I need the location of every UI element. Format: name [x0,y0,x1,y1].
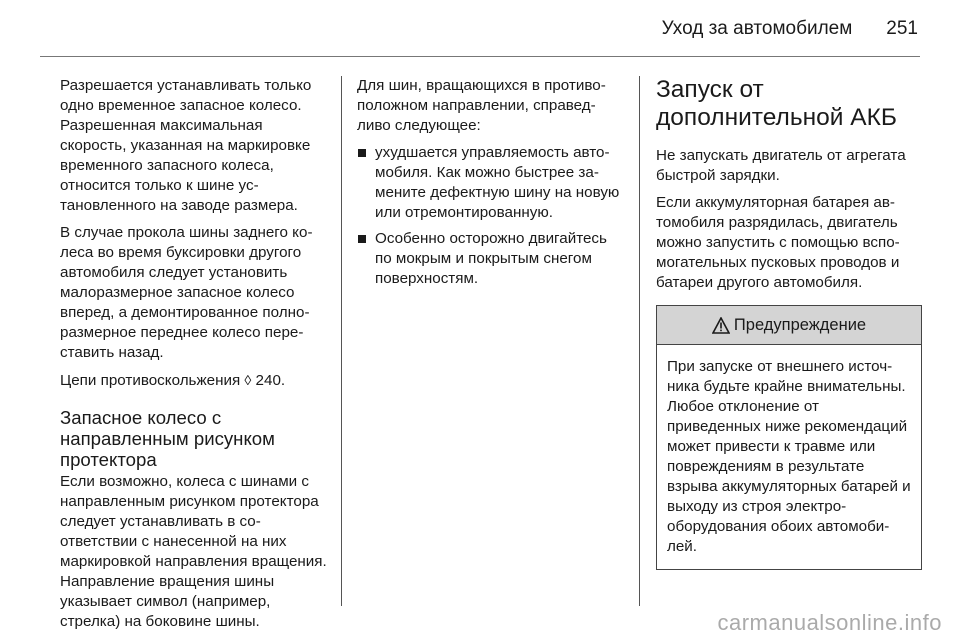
page-number: 251 [886,18,918,39]
paragraph-no-fast-charger: Не запускать двигатель от агрегата быстрой зарядки. [656,147,906,184]
paragraph-temporary-spare: Разрешается устанавливать только одно временное запасное колесо. Разрешенная максимальная скорость, указанная на маркировке временного запасного колеса, относится только к шине установленного на заводе размера. [60,77,312,214]
warning-text: При запуске от внешнего источника будьте крайне внимательны. Любое отклонение от приведенных ниже рекомендаций может привести к травме или повреждениям в результате взрыва аккумуляторных батарей и выходу из строя электрооборудования обоих автомобилей. [667,358,911,555]
column-3 [656,76,922,570]
list-item: Особенно осторожно двигайтесь по мокрым и покрытым снегом поверхностям. [357,229,623,289]
paragraph-towing-puncture: В случае прокола шины заднего колеса во время буксировки другого автомобиля следует установить малоразмерное запасное колесо вперед, а демонтированное полноразмерное переднее колесо переставить назад. [60,224,313,361]
header-rule [40,56,920,57]
paragraph-directional-tread: Если возможно, колеса с шинами с направленным рисунком протектора следует устанавливать в соответствии с нанесенной на них маркировкой направления вращения. Направление вращения шины указывает символ (например, стрелка) на боковине шины. [60,473,327,630]
snow-chains-page-ref[interactable]: 240. [251,372,286,389]
square-bullet-icon [358,235,366,243]
watermark: carmanualsonline.info [717,610,942,635]
chapter-title: Уход за автомобилем [661,18,853,39]
paragraph-discharged-battery: Если аккумуляторная батарея автомобиля разрядилась, двигатель можно запустить с помощью вспомогательных пусковых проводов и батареи другого автомобиля. [656,194,900,291]
column-divider-1 [341,76,342,606]
snow-chains-text: Цепи противоскольжения [60,372,245,389]
section-heading-jump-start: Запуск от дополнительной АКБ [656,76,897,131]
section-heading-directional-spare: Запасное колесо с направленным рисунком протектора [60,407,275,470]
paragraph-opposite-rotation: Для шин, вращающихся в противоположном направлении, справедливо следующее: [357,77,606,134]
column-divider-2 [639,76,640,606]
page-reference-arrow-icon: ◊ [244,372,252,388]
warning-title: Предупреждение [733,316,867,334]
column-1 [60,76,328,639]
column-2 [357,76,623,295]
paragraph-snow-chains [60,370,328,391]
page-header [662,18,918,40]
warning-triangle-icon [712,317,730,334]
warning-header [657,306,921,345]
warning-box [656,305,922,570]
list-item: ухудшается управляемость автомобиля. Как можно быстрее замените дефектную шину на новую или отремонтированную. [357,143,623,223]
bullet-list [357,143,623,289]
square-bullet-icon [358,149,366,157]
